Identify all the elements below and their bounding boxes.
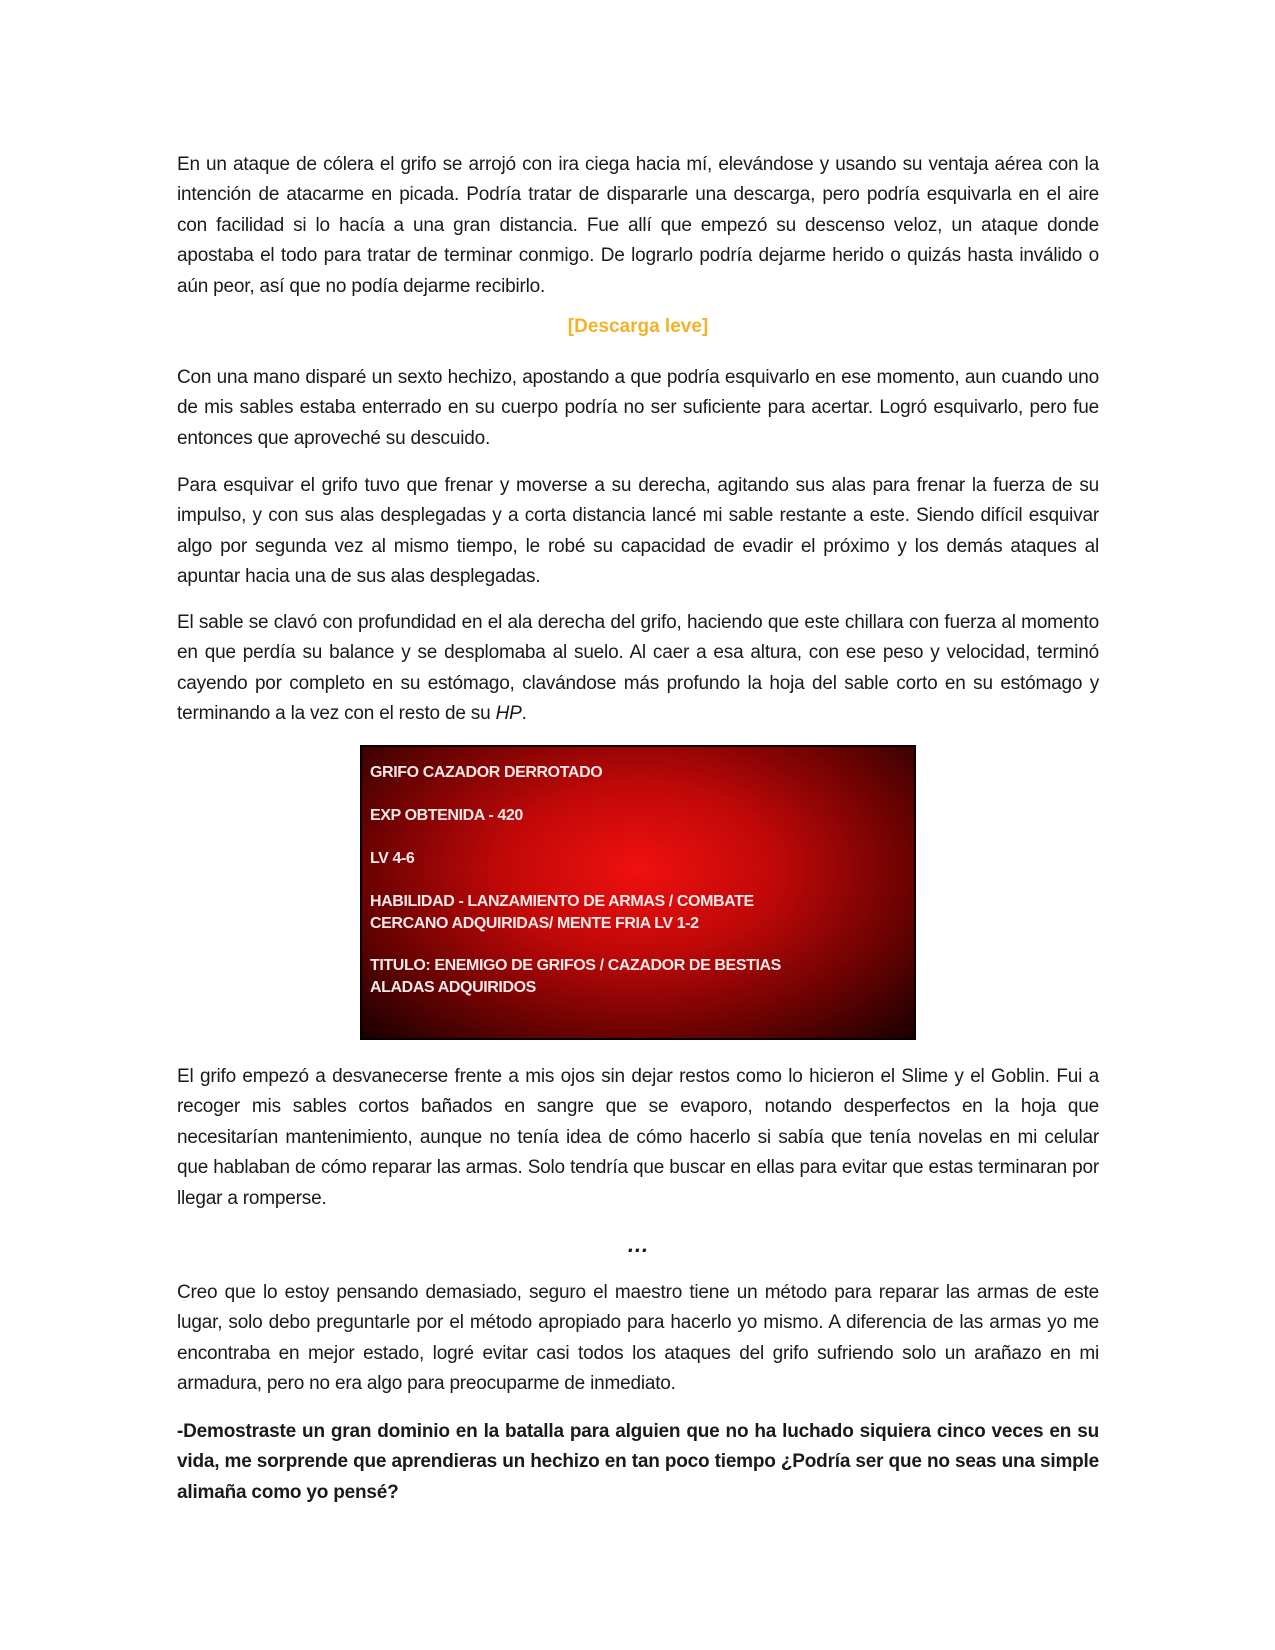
paragraph-4-text: El sable se clavó con profundidad en el ala derecha del grifo, haciendo que este chillara con fuerza al momento en que perdía su balance y se desplomaba al suelo. Al caer a esa altura, con ese peso y velocidad, terminó cayendo por completo en su estómago, clavándose más profundo la hoja del sable corto en su estómago y terminando a la vez con el resto de su — [177, 612, 1099, 725]
paragraph-4-end: . — [521, 703, 527, 725]
paragraph-4 — [177, 608, 1099, 730]
panel-level: LV 4-6 — [370, 850, 415, 867]
paragraph-1: En un ataque de cólera el grifo se arrojó con ira ciega hacia mí, elevándose y usando su ventaja aérea con la intención de atacarme en picada. Podría tratar de dispararle una descarga, pero podría esquivarla en el aire con facilidad si lo hacía a una gran distancia. Fue allí que empezó su descenso veloz, un ataque donde apostaba el todo para tratar de terminar conmigo. De lograrlo podría dejarme herido o quizás hasta inválido o aún peor, así que no podía dejarme recibirlo. — [177, 154, 1099, 297]
paragraph-2: Con una mano disparé un sexto hechizo, apostando a que podría esquivarlo en ese momento, aun cuando uno de mis sables estaba enterrado en su cuerpo podría no ser suficiente para acertar. Logró esquivarlo, pero fue entonces que aproveché su descuido. — [177, 367, 1099, 449]
panel-skill-2: CERCANO ADQUIRIDAS/ MENTE FRIA LV 1-2 — [370, 915, 699, 932]
panel-skill-1: HABILIDAD - LANZAMIENTO DE ARMAS / COMBATE — [370, 893, 754, 910]
paragraph-6: Creo que lo estoy pensando demasiado, seguro el maestro tiene un método para reparar las armas de este lugar, solo debo preguntarle por el método apropiado para hacerlo yo mismo. A diferencia de las armas yo me encontraba en mejor estado, logré evitar casi todos los ataques del grifo sufriendo solo un arañazo en mi armadura, pero no era algo para preocuparme de inmediato. — [177, 1282, 1099, 1395]
panel-title-2: ALADAS ADQUIRIDOS — [370, 979, 536, 996]
status-panel-image — [360, 745, 916, 1040]
spell-heading: [Descarga leve] — [567, 316, 709, 337]
panel-title-1: TITULO: ENEMIGO DE GRIFOS / CAZADOR DE BESTIAS — [370, 957, 781, 974]
panel-exp: EXP OBTENIDA - 420 — [370, 807, 523, 824]
dialogue-paragraph: -Demostraste un gran dominio en la batalla para alguien que no ha luchado siquiera cinco veces en su vida, me sorprende que aprendieras un hechizo en tan poco tiempo ¿Podría ser que no seas una simple alimaña como yo pensé? — [177, 1421, 1099, 1503]
paragraph-3: Para esquivar el grifo tuvo que frenar y moverse a su derecha, agitando sus alas para frenar la fuerza de su impulso, y con sus alas desplegadas y a corta distancia lancé mi sable restante a este. Siendo difícil esquivar algo por segunda vez al mismo tiempo, le robé su capacidad de evadir el próximo y los demás ataques al apuntar hacia una de sus alas desplegadas. — [177, 475, 1099, 588]
paragraph-5: El grifo empezó a desvanecerse frente a mis ojos sin dejar restos como lo hicieron el Slime y el Goblin. Fui a recoger mis sables cortos bañados en sangre que se evaporo, notando desperfectos en la hoja que necesitarían mantenimiento, aunque no tenía idea de cómo hacerlo si sabía que tenía novelas en mi celular que hablaban de cómo reparar las armas. Solo tendría que buscar en ellas para evitar que estas terminaran por llegar a romperse. — [177, 1066, 1099, 1209]
scene-separator: … — [627, 1232, 649, 1257]
hp-term: HP — [495, 703, 522, 725]
panel-defeated: GRIFO CAZADOR DERROTADO — [370, 764, 603, 781]
